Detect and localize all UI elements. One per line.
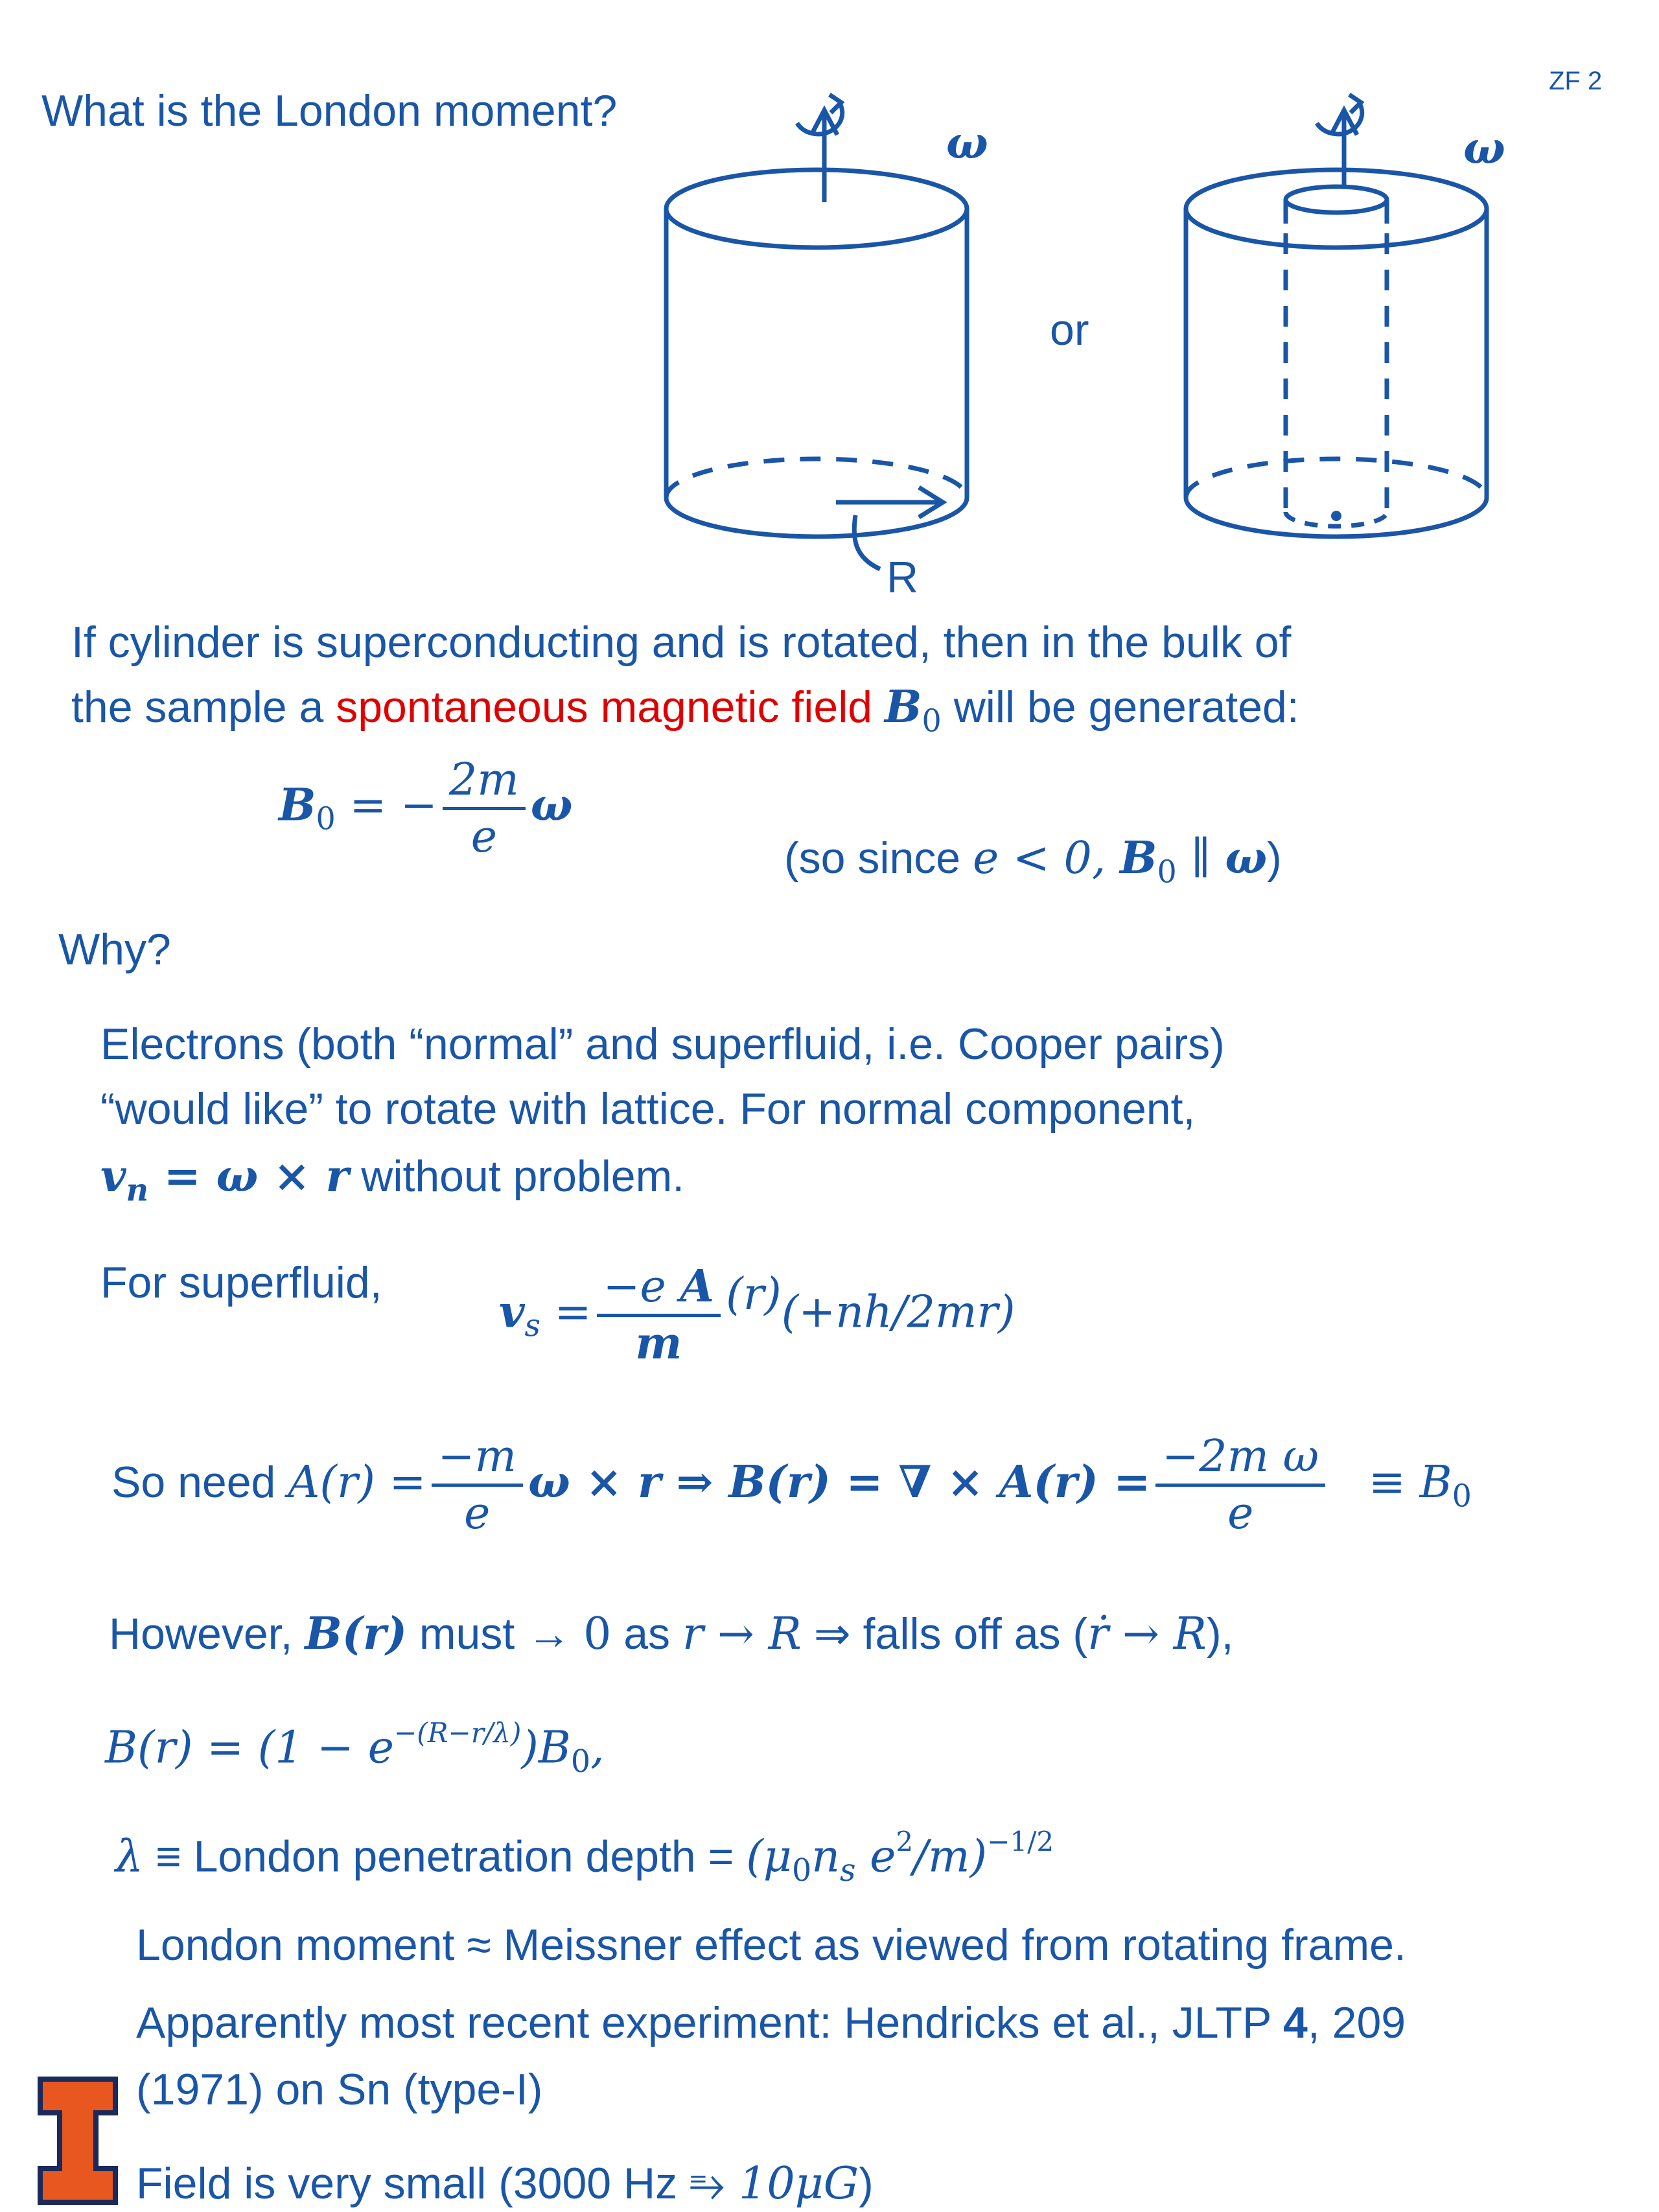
electrons-line-2: “would like” to rotate with lattice. For normal component,	[100, 1084, 1196, 1134]
slide-title: What is the London moment?	[41, 86, 618, 135]
however-line: However, B(r) must → 0 as r → R ⇒ falls off as (ṙ → R),	[109, 1608, 1234, 1660]
why-heading: Why?	[58, 925, 171, 974]
intro-line-2-end: will be generated:	[941, 682, 1299, 732]
electrons-line-3: $v_n = \omega \times r$ without problem.	[100, 1150, 685, 1209]
or-label: or	[1050, 305, 1089, 355]
intro-line-1: If cylinder is superconducting and is rotated, then in the bulk of	[71, 618, 1292, 667]
radius-label: R	[887, 553, 919, 602]
superfluid-label: For superfluid,	[100, 1258, 382, 1307]
superfluid-equation: $v_s$ = $\frac{\text{−e A}}{m}$ (r)(+nh/2mr)	[499, 1261, 1015, 1370]
experiment-line-1: Apparently most recent experiment: Hendricks et al., JLTP 4, 209	[136, 1998, 1406, 2047]
experiment-line-2: (1971) on Sn (type-I)	[136, 2065, 543, 2114]
london-moment-statement: London moment ≈ Meissner effect as viewed from rotating frame.	[136, 1920, 1406, 1970]
right-cylinder-shape	[1186, 95, 1487, 537]
b0-equation: $B_0$ = − $\frac{2m}{e}$ ω	[279, 754, 573, 863]
b-r-equation: $B(r) = (1 - e^{-(R-r/\lambda)})B_0$,	[105, 1717, 605, 1780]
university-logo	[40, 2079, 115, 2202]
omega-right-label: ω	[1463, 122, 1505, 174]
field-magnitude: Field is very small (3000 Hz ⥱ 10μG)	[136, 2158, 874, 2209]
spontaneous-field-highlight: spontaneous magnetic field	[336, 682, 873, 732]
need-equation: So need A(r) = $\frac{-m}{e}$ ω × r ⇒ B(r) = ∇ × A(r) = $\frac{\text{−2m ω}}{e}$ ≡ $B_0$	[111, 1431, 1472, 1540]
intro-line-2	[71, 682, 1299, 739]
b0-note: (so since e < 0, $B_0$ ∥ ω)	[784, 832, 1282, 891]
omega-left-label: ω	[946, 117, 988, 169]
lambda-definition: λ ≡ London penetration depth = ($\mu_0n_s$ $e^2/m)^{-1/2}$	[115, 1826, 1054, 1889]
slide-number: ZF 2	[1549, 67, 1603, 95]
electrons-line-1: Electrons (both “normal” and superfluid, i.e. Cooper pairs)	[100, 1019, 1225, 1069]
intro-line-2-start: the sample a	[71, 682, 336, 732]
b0-symbol: $B_0$	[885, 681, 942, 739]
left-cylinder-shape	[666, 95, 967, 569]
